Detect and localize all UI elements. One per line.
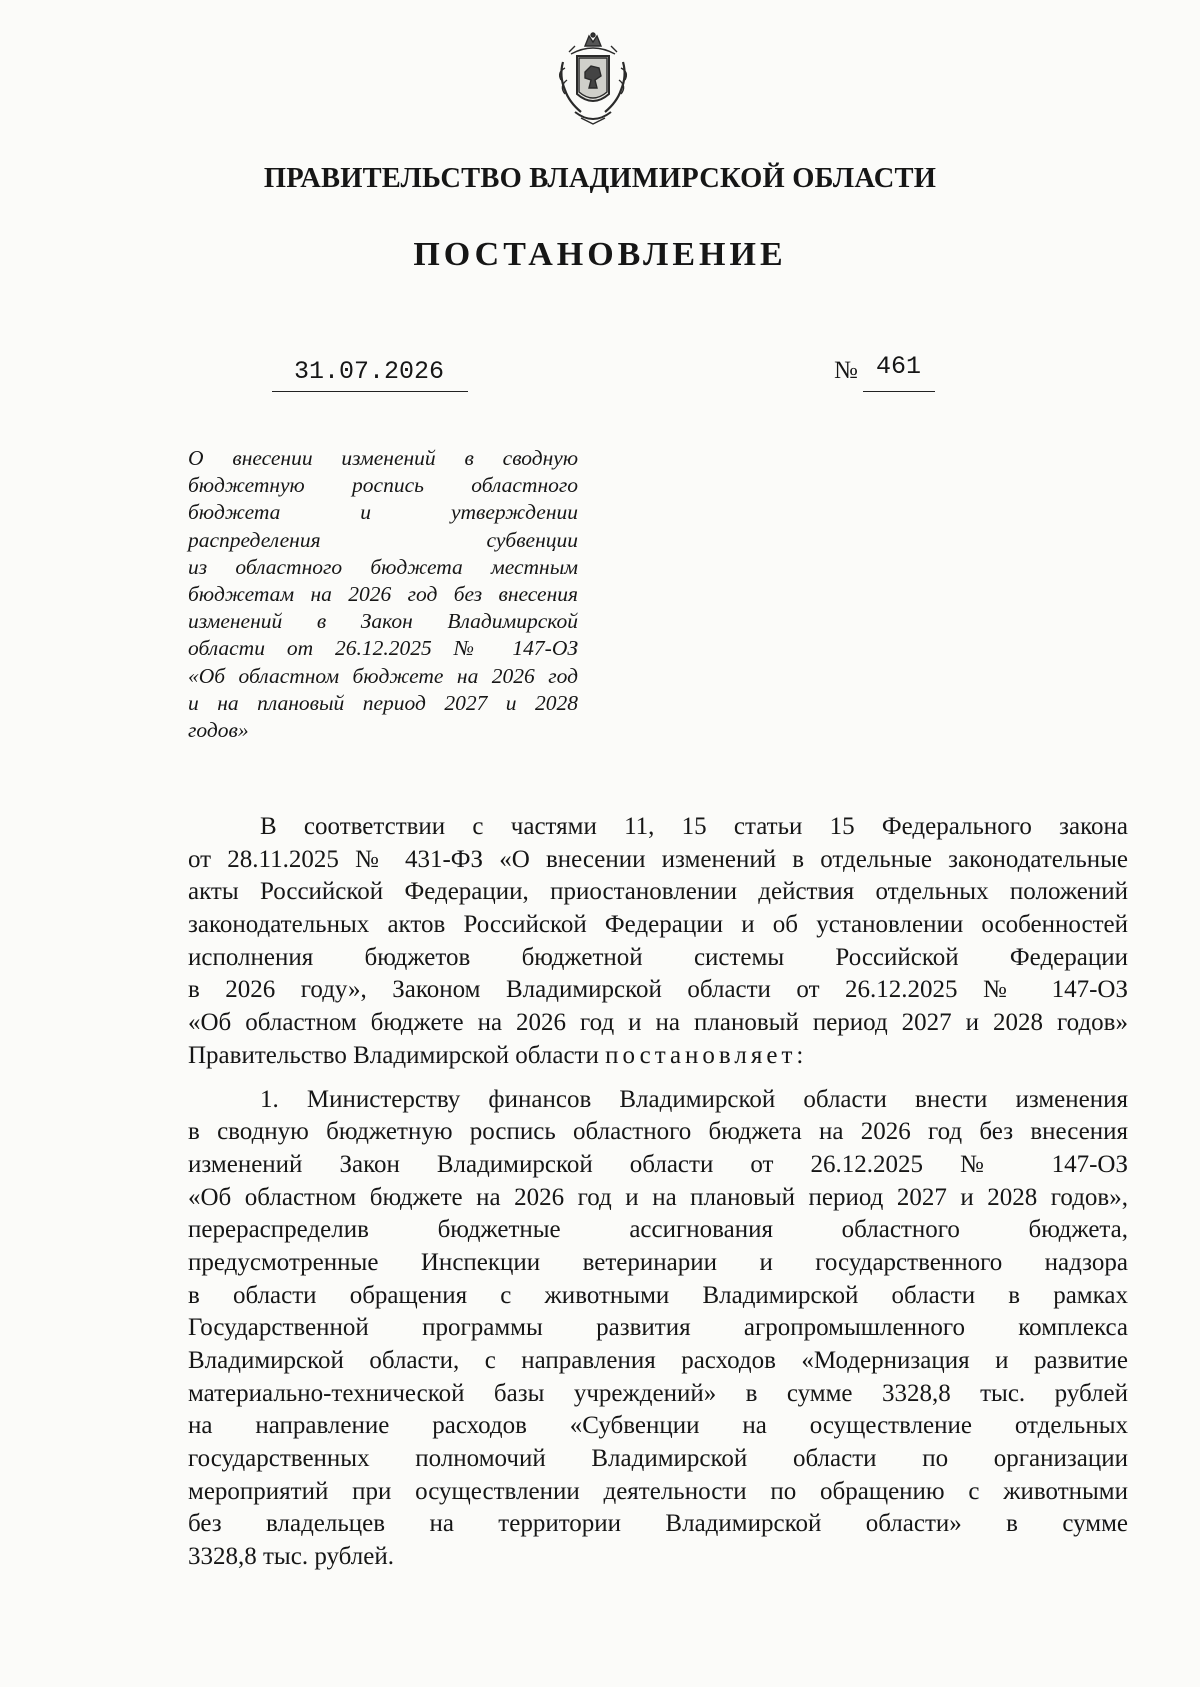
item1-line: мероприятий при осуществлении деятельности по обращению с животными <box>188 1477 1128 1505</box>
preamble-line: «Об областном бюджете на 2026 год и на плановый период 2027 и 2028 годов» <box>188 1009 1128 1037</box>
item1-line: без владельцев на территории Владимирской области» в сумме <box>188 1510 1128 1538</box>
subject-line: и на плановый период 2027 и 2028 <box>188 690 578 715</box>
preamble-line: В соответствии с частями 11, 15 статьи 15 Федерального закона <box>260 813 1128 840</box>
item1-line: на направление расходов «Субвенции на осуществление отдельных <box>188 1412 1128 1440</box>
subject-line: годов» <box>188 717 249 742</box>
subject-line: бюджета и утверждении <box>188 500 578 525</box>
coat-of-arms-icon <box>555 32 631 128</box>
subject-line: О внесении изменений в сводную <box>188 446 578 470</box>
subject-line: из областного бюджета местным <box>188 554 578 579</box>
item1-line: предусмотренные Инспекции ветеринарии и государственного надзора <box>188 1248 1128 1276</box>
item1-line: 3328,8 тыс. рублей. <box>188 1543 394 1571</box>
item1-line: государственных полномочий Владимирской области по организации <box>188 1445 1128 1473</box>
subject-line: бюджетную роспись областного <box>188 473 578 498</box>
organization-title: ПРАВИТЕЛЬСТВО ВЛАДИМИРСКОЙ ОБЛАСТИ <box>263 163 937 194</box>
preamble-line: законодательных актов Российской Федерации и об установлении особенностей <box>188 911 1128 939</box>
item1-line: изменений Закон Владимирской области от 26.12.2025 № 147-ОЗ <box>188 1150 1128 1178</box>
item1-line: в сводную бюджетную роспись областного бюджета на 2026 год без внесения <box>188 1118 1128 1146</box>
preamble-final-line <box>188 1040 1128 1073</box>
document-number-label: № <box>834 357 858 384</box>
item1-line: перераспределив бюджетные ассигнования областного бюджета, <box>188 1216 1128 1244</box>
document-date: 31.07.2026 <box>294 357 445 386</box>
subject-line: бюджетам на 2026 год без внесения <box>188 581 578 606</box>
preamble-line: в 2026 году», Законом Владимирской области от 26.12.2025 № 147-ОЗ <box>188 976 1128 1004</box>
item1-line: 1. Министерству финансов Владимирской области внести изменения <box>260 1085 1128 1113</box>
subject-line: области от 26.12.2025 № 147-ОЗ <box>188 636 578 661</box>
item1-line: материально-технической базы учреждений» в сумме 3328,8 тыс. рублей <box>188 1379 1128 1407</box>
preamble-final-text: Правительство Владимирской области <box>188 1041 606 1069</box>
document-type-title: ПОСТАНОВЛЕНИЕ <box>413 236 787 273</box>
document-subject <box>188 445 578 744</box>
preamble-colon: : <box>796 1041 804 1069</box>
subject-line: «Об областном бюджете на 2026 год <box>188 663 578 688</box>
item1-line: Владимирской области, с направления расходов «Модернизация и развитие <box>188 1347 1128 1374</box>
item1-line: Государственной программы развития агропромышленного комплекса <box>188 1314 1128 1342</box>
preamble-line: акты Российской Федерации, приостановлении действия отдельных положений <box>188 878 1128 906</box>
preamble-line: от 28.11.2025 № 431-ФЗ «О внесении изменений в отдельные законодательные <box>188 845 1128 873</box>
document-number: 461 <box>876 352 922 381</box>
subject-line: изменений в Закон Владимирской <box>188 609 578 634</box>
item1-line: «Об областном бюджете на 2026 год и на плановый период 2027 и 2028 годов», <box>188 1183 1128 1211</box>
subject-line: распределения субвенции <box>188 527 578 552</box>
resolves-word: постановляет <box>605 1041 797 1069</box>
preamble-line: исполнения бюджетов бюджетной системы Российской Федерации <box>188 943 1128 971</box>
document-body <box>188 811 1128 1574</box>
item1-line: в области обращения с животными Владимирской области в рамках <box>188 1281 1128 1309</box>
